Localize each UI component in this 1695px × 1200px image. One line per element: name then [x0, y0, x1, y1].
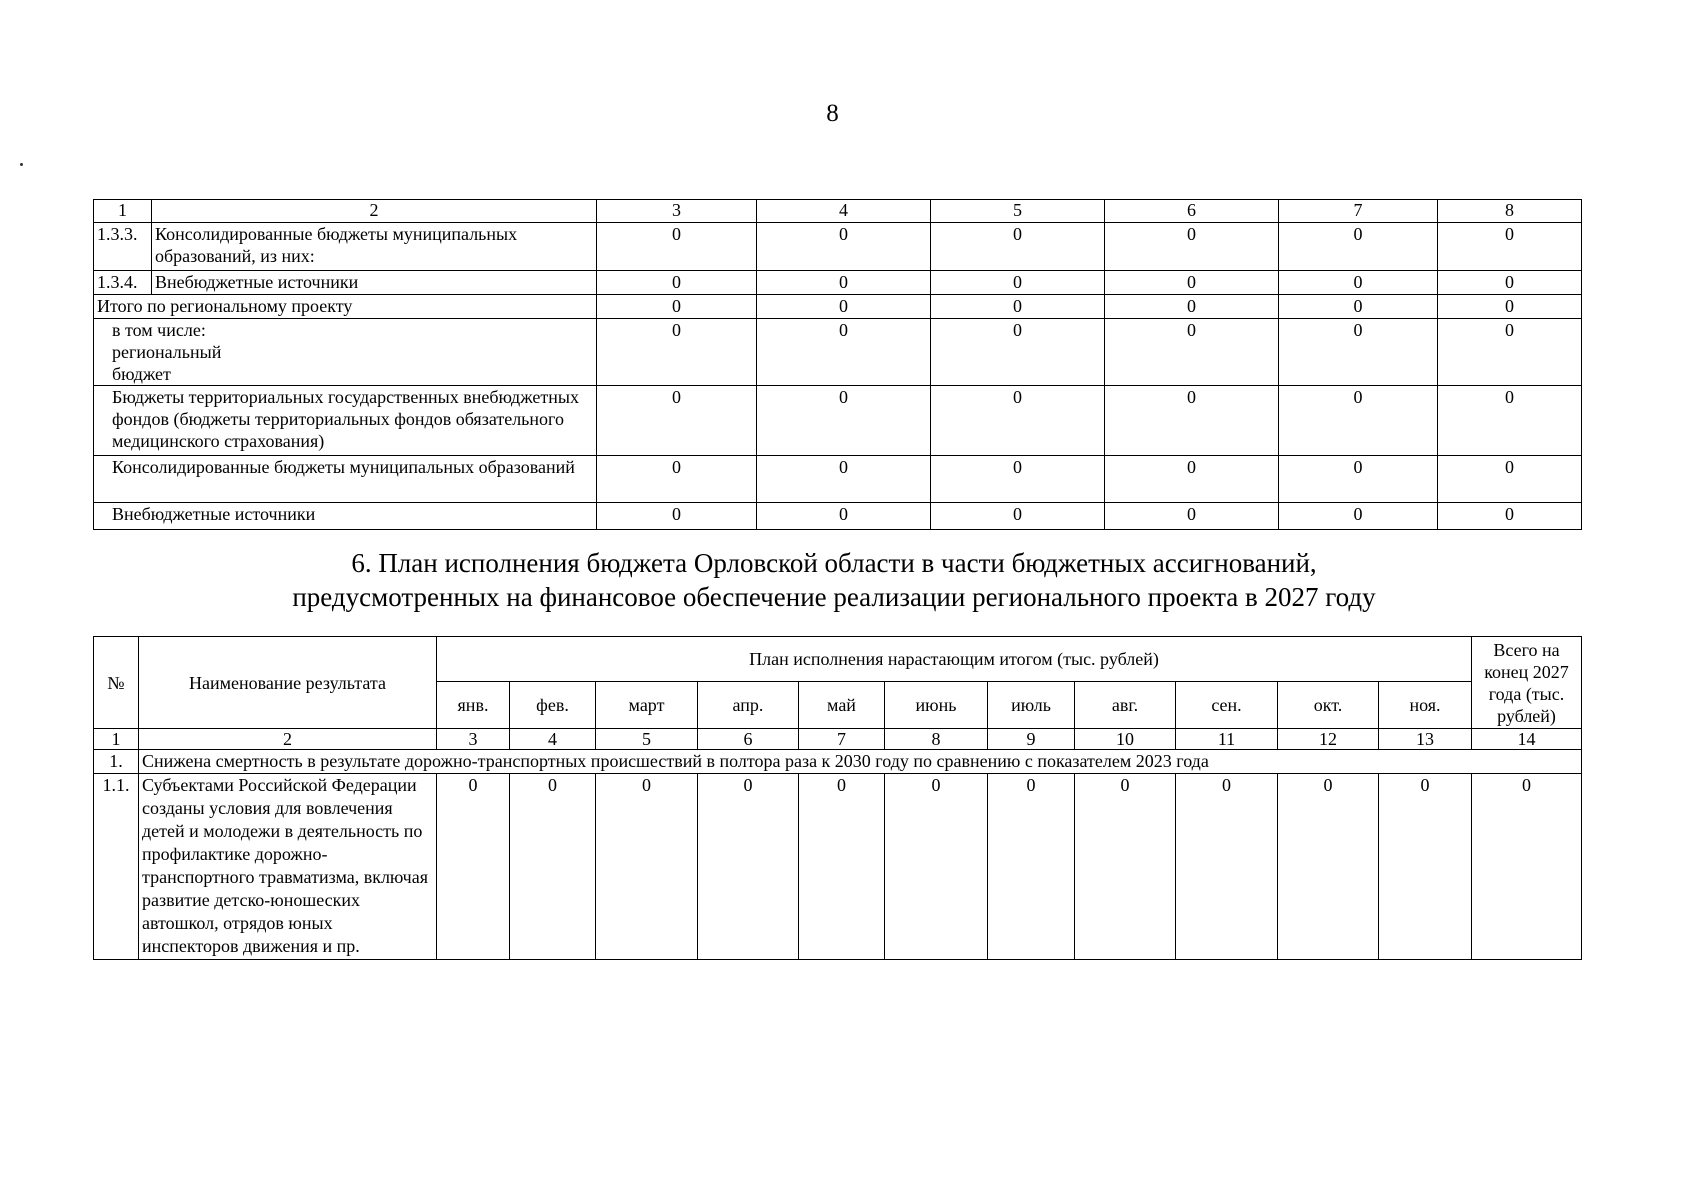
- value-cell: 0: [597, 386, 757, 456]
- row-name: в том числе: региональный бюджет: [94, 319, 597, 386]
- value-cell: 0: [757, 503, 931, 530]
- value-cell: 0: [1105, 319, 1279, 386]
- value-cell: 0: [931, 295, 1105, 319]
- table2-header-row: [94, 637, 1582, 682]
- row-name: Консолидированные бюджеты муниципальных образований, из них:: [152, 223, 597, 271]
- month-header: апр.: [698, 682, 799, 729]
- goal-text: Снижена смертность в результате дорожно-транспортных происшествий в полтора раза к 2030 году по сравнению с показателем 2023 года: [139, 750, 1582, 774]
- value-cell: 0: [1105, 223, 1279, 271]
- table1-header-cell: 7: [1279, 200, 1438, 223]
- value-cell: 0: [1472, 774, 1582, 960]
- section-title-line: 6. План исполнения бюджета Орловской области в части бюджетных ассигнований,: [351, 548, 1317, 578]
- column-number: 3: [437, 729, 510, 750]
- column-number: 7: [799, 729, 885, 750]
- value-cell: 0: [1438, 295, 1582, 319]
- row-name: Бюджеты территориальных государственных внебюджетных фондов (бюджеты территориальных фондов обязательного медицинского страхования): [94, 386, 597, 456]
- table-row: [94, 503, 1582, 530]
- number-column-header: №: [94, 637, 139, 729]
- column-number: 5: [596, 729, 698, 750]
- value-cell: 0: [1075, 774, 1176, 960]
- value-cell: 0: [597, 319, 757, 386]
- value-cell: 0: [1105, 295, 1279, 319]
- column-number: 11: [1176, 729, 1278, 750]
- value-cell: 0: [597, 503, 757, 530]
- goal-row: [94, 750, 1582, 774]
- table-row: [94, 223, 1582, 271]
- value-cell: 0: [1105, 456, 1279, 503]
- value-cell: 0: [597, 223, 757, 271]
- row-name: Внебюджетные источники: [94, 503, 597, 530]
- value-cell: 0: [1105, 503, 1279, 530]
- column-number: 2: [139, 729, 437, 750]
- value-cell: 0: [799, 774, 885, 960]
- value-cell: 0: [1279, 319, 1438, 386]
- value-cell: 0: [1279, 386, 1438, 456]
- value-cell: 0: [510, 774, 596, 960]
- result-name-column-header: Наименование результата: [139, 637, 437, 729]
- value-cell: 0: [931, 223, 1105, 271]
- value-cell: 0: [757, 295, 931, 319]
- plan-column-header: План исполнения нарастающим итогом (тыс. рублей): [437, 637, 1472, 682]
- column-number: 4: [510, 729, 596, 750]
- row-code: 1.3.4.: [94, 271, 152, 295]
- table1-header-cell: 6: [1105, 200, 1279, 223]
- month-header: май: [799, 682, 885, 729]
- table-row: [94, 319, 1582, 386]
- row-name: Внебюджетные источники: [152, 271, 597, 295]
- value-cell: 0: [1438, 456, 1582, 503]
- column-number: 10: [1075, 729, 1176, 750]
- column-number: 6: [698, 729, 799, 750]
- column-number: 14: [1472, 729, 1582, 750]
- value-cell: 0: [1279, 295, 1438, 319]
- value-cell: 0: [757, 319, 931, 386]
- month-header: окт.: [1278, 682, 1379, 729]
- value-cell: 0: [1105, 386, 1279, 456]
- table1-header-cell: 5: [931, 200, 1105, 223]
- value-cell: 0: [596, 774, 698, 960]
- section-title: [0, 546, 1668, 614]
- table1-header-cell: 1: [94, 200, 152, 223]
- budget-sources-table: [93, 199, 1582, 530]
- result-row: [94, 774, 1582, 960]
- month-header: июнь: [885, 682, 988, 729]
- total-column-header: Всего на конец 2027 года (тыс. рублей): [1472, 637, 1582, 729]
- value-cell: 0: [1279, 456, 1438, 503]
- month-header: ноя.: [1379, 682, 1472, 729]
- value-cell: 0: [931, 386, 1105, 456]
- table-row: [94, 386, 1582, 456]
- column-number: 12: [1278, 729, 1379, 750]
- table1-header-cell: 3: [597, 200, 757, 223]
- value-cell: 0: [1279, 271, 1438, 295]
- row-code: 1.3.3.: [94, 223, 152, 271]
- month-header: сен.: [1176, 682, 1278, 729]
- month-header: янв.: [437, 682, 510, 729]
- value-cell: 0: [597, 295, 757, 319]
- page-number: 8: [826, 100, 839, 127]
- value-cell: 0: [988, 774, 1075, 960]
- value-cell: 0: [931, 271, 1105, 295]
- value-cell: 0: [597, 271, 757, 295]
- table1-header-row: [94, 200, 1582, 223]
- column-numbering-row: [94, 729, 1582, 750]
- column-number: 9: [988, 729, 1075, 750]
- value-cell: 0: [1279, 503, 1438, 530]
- result-name: Субъектами Российской Федерации созданы условия для вовлечения детей и молодежи в деятельность по профилактике дорожно-транспортного травматизма, включая развитие детско-юношеских автошкол, отрядов юных инспекторов движения и пр.: [139, 774, 437, 960]
- table-row: [94, 271, 1582, 295]
- column-number: 8: [885, 729, 988, 750]
- value-cell: 0: [757, 271, 931, 295]
- value-cell: 0: [931, 319, 1105, 386]
- table-row: [94, 295, 1582, 319]
- table1-header-cell: 4: [757, 200, 931, 223]
- month-header: фев.: [510, 682, 596, 729]
- value-cell: 0: [1105, 271, 1279, 295]
- table1-header-cell: 8: [1438, 200, 1582, 223]
- budget-execution-plan-table: [93, 636, 1582, 960]
- value-cell: 0: [757, 386, 931, 456]
- section-title-line: предусмотренных на финансовое обеспечение реализации регионального проекта в 2027 году: [292, 582, 1376, 612]
- value-cell: 0: [885, 774, 988, 960]
- value-cell: 0: [1379, 774, 1472, 960]
- scan-speck: [20, 163, 23, 166]
- value-cell: 0: [1279, 223, 1438, 271]
- value-cell: 0: [757, 456, 931, 503]
- value-cell: 0: [757, 223, 931, 271]
- value-cell: 0: [597, 456, 757, 503]
- month-header: март: [596, 682, 698, 729]
- row-name: Консолидированные бюджеты муниципальных образований: [94, 456, 597, 503]
- value-cell: 0: [1278, 774, 1379, 960]
- goal-code: 1.: [94, 750, 139, 774]
- month-header: авг.: [1075, 682, 1176, 729]
- value-cell: 0: [1438, 271, 1582, 295]
- table-row: [94, 456, 1582, 503]
- value-cell: 0: [1438, 503, 1582, 530]
- month-header: июль: [988, 682, 1075, 729]
- value-cell: 0: [1438, 223, 1582, 271]
- value-cell: 0: [931, 456, 1105, 503]
- column-number: 13: [1379, 729, 1472, 750]
- value-cell: 0: [698, 774, 799, 960]
- result-code: 1.1.: [94, 774, 139, 960]
- value-cell: 0: [1438, 386, 1582, 456]
- table1-header-cell: 2: [152, 200, 597, 223]
- column-number: 1: [94, 729, 139, 750]
- value-cell: 0: [437, 774, 510, 960]
- row-name: Итого по региональному проекту: [94, 295, 597, 319]
- value-cell: 0: [1176, 774, 1278, 960]
- value-cell: 0: [931, 503, 1105, 530]
- value-cell: 0: [1438, 319, 1582, 386]
